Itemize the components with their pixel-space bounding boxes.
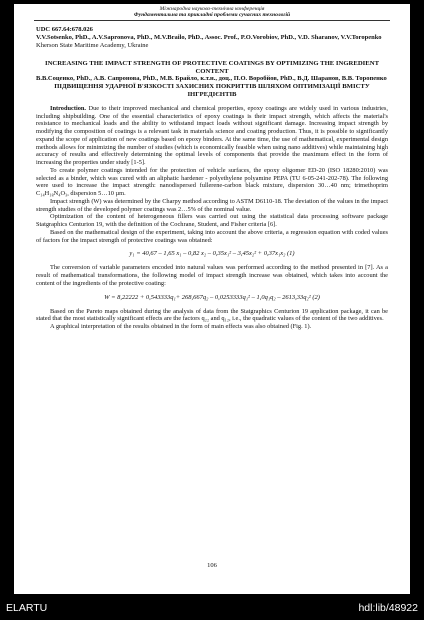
authors-en: V.V.Sotsenko, PhD., A.V.Sapronova, PhD., M.V.Brailo, PhD., Assoc. Prof., P.O.Vorobiov, PhD., V.D. Sharanov, V.V.Toropenko (36, 33, 382, 41)
header-rule (34, 20, 390, 21)
conference-name: Міжнародна науково-технічна конференція (159, 6, 265, 12)
authors-ua: В.В.Соценко, PhD., А.В. Сапронова, PhD., М.В. Брайло, к.т.н., доц., П.О. Воробйов, PhD., В.Д. Шаранов, В.В. Торопенко (36, 75, 387, 83)
footer-handle-label: hdl:lib/48922 (358, 602, 418, 614)
paragraph-pareto: Based on the Pareto maps obtained during the analysis of data from the Statgraphics Centurion 19 application package, it can be stated that the most statistically significant effects are the factors q₂₂ and q₁₂, i.e., the quadratic values of the content of the two additives. (36, 307, 388, 323)
footer-bar (0, 596, 424, 620)
title-en: INCREASING THE IMPACT STRENGTH OF PROTECTIVE COATINGS BY OPTIMIZING THE INGREDIENT CONTENT (44, 59, 380, 75)
title-ua: ПІДВИЩЕННЯ УДАРНОЇ В'ЯЗКОСТІ ЗАХИСНИХ ПОКРИТТІВ ШЛЯХОМ ОПТИМІЗАЦІЇ ВМІСТУ ІНГРЕДІЄНТІВ (54, 83, 370, 98)
paragraph-regression: Based on the mathematical design of the experiment, taking into account the above criteria, a regression equation with coded values of factors for the impact strength of protective coatings was obtained: (36, 228, 388, 244)
paragraph-introduction: Introduction. Due to their improved mechanical and chemical properties, epoxy coatings are widely used in various industries, including shipbuilding. One of the essential characteristics of epoxy coatings is their impact strength, which affects the material's resistance to mechanical loads and the ability to withstand impact loads without significant damage. Increasing impact strength by modifying the composition of coatings is a relevant task in materials science and coating production. Thus, it is possible to significantly expand the scope of application of new coatings based on epoxy binders. At the same time, the use of mathematical, experimental design methods allows for minimizing the number of studies (which is economically feasible when using nano additives) while maintaining high accuracy of results and effectively determining the optimal levels of components that provide the maximum effect in the form of increasing the properties under study [1-5]. (36, 104, 388, 167)
paragraph-conversion: The conversion of variable parameters encoded into natural values was performed according to the method presented in [7]. As a result of mathematical transformations, the following model of impact strength increase was obtained, which takes into account the content of the ingredients of the protective coating: (36, 264, 388, 287)
series-name: Фундаментальна та прикладні проблеми сучасних технологій (133, 12, 291, 19)
running-head (14, 6, 410, 19)
intro-label: Introduction. (50, 104, 87, 112)
equation-1: y₁ = 40,67 – 1,65 x₁ – 0,82 x₂ – 0,35x₁² – 3,45x₂² + 0,37x₁x₂ (1) (129, 250, 295, 258)
paragraph-materials: To create polymer coatings intended for the protection of vehicle surfaces, the epoxy oligomer ED-20 (ISO 18280:2010) was selected as a binder, which was cured with an aliphatic hardener - polyethylene polyamine PEPA (TU 6-05-241-202-78). The following were used to increase the impact strength: nanodispersed fullerene-carbon black mixture, dispersion 30…40 nm; trimethoprim C₁₄H₁₈N₄O₃, dispersion 5…10 µm. (36, 166, 388, 198)
footer-repository-label: ELARTU (6, 602, 48, 614)
affiliation: Kherson State Maritime Academy, Ukraine (36, 41, 149, 49)
article-body (36, 105, 388, 331)
udc-code: UDC 667.64:678.026 (36, 25, 93, 33)
paragraph-method: Impact strength (W) was determined by the Charpy method according to ASTM D6110-18. The deviation of the values in the impact strength studies of the developed polymer coatings was 2…5% of the nominal value. (36, 197, 388, 213)
document-page (14, 4, 410, 594)
paragraph-optimization: Optimization of the content of heterogeneous fillers was carried out using the statistical data processing software package Statgraphics Centurion 19, with the definition of the Cochrane, Student, and Fisher criteria [6]. (36, 213, 388, 229)
equation-2: W = 8,22222 + 0,543333q₁+ 268,667q₂ – 0,0253333q₁² – 1,0q₁q₂ – 2613,33q₂² (2) (104, 293, 320, 301)
paper-meta (36, 26, 388, 50)
page-number: 106 (207, 562, 217, 569)
paragraph-figure-ref: A graphical interpretation of the results obtained in the form of main effects was also obtained (Fig. 1). (50, 323, 312, 331)
